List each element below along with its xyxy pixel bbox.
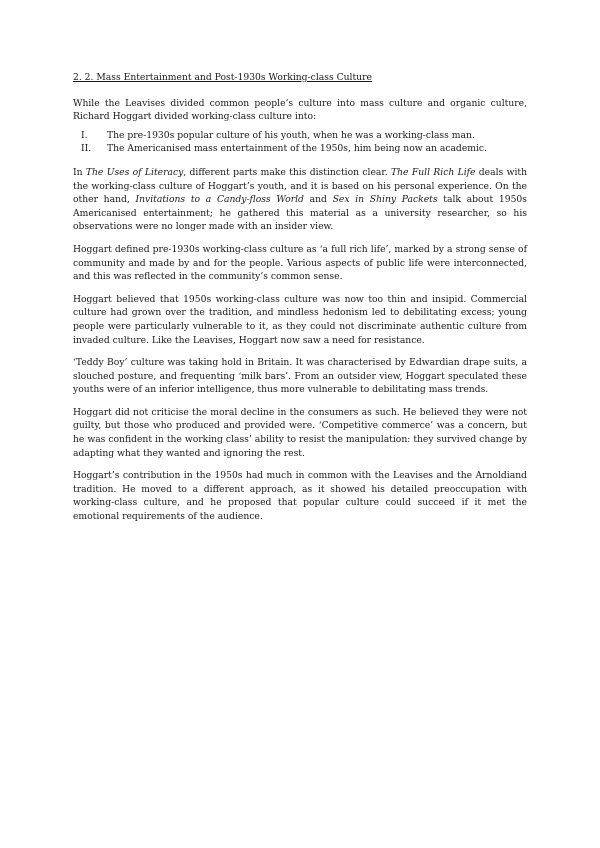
culture-division-list <box>73 129 527 156</box>
list-item-number: II. <box>81 143 92 155</box>
list-item <box>73 142 527 156</box>
chapter-title: Sex in Shiny Packets <box>332 194 438 206</box>
list-item-number: I. <box>81 129 88 141</box>
full-rich-life-paragraph: Hoggart defined pre-1930s working-class culture as ‘a full rich life’, marked by a strong sense of community and made by and for the people. Various aspects of public life were interconnected, and this was reflected in the community’s common sense. <box>73 243 527 283</box>
text-run: deals with the working-class culture of Hoggart’s youth, and it is based on his personal experience. On the other hand, <box>73 166 527 206</box>
chapter-title: Invitations to a Candy-floss World <box>135 194 304 206</box>
chapter-title: The Full Rich Life <box>391 166 476 178</box>
moral-decline-paragraph: Hoggart did not criticise the moral decline in the consumers as such. He believed they were not guilty, but those who produced and provided were. ‘Competitive commerce’ was a concern, but he was confident in the working class’ ability to resist the manipulation: they survived change by adapting what they wanted and ignoring the rest. <box>73 406 527 459</box>
text-run: , different parts make this distinction clear. <box>183 166 392 178</box>
list-item-text: The pre-1930s popular culture of his youth, when he was a working-class man. <box>107 129 475 141</box>
thin-culture-paragraph: Hoggart believed that 1950s working-class culture was now too thin and insipid. Commercial culture had grown over the tradition, and mindless hedonism led to debilitating excess; young people were particularly vulnerable to it, as they could not discriminate authentic culture from invaded culture. Like the Leavises, Hoggart now saw a need for resistance. <box>73 293 527 346</box>
intro-paragraph: While the Leavises divided common people’s culture into mass culture and organic culture, Richard Hoggart divided working-class culture into: <box>73 97 527 123</box>
section-heading: 2. 2. Mass Entertainment and Post-1930s Working-class Culture <box>73 72 372 83</box>
document-body <box>73 71 527 533</box>
uses-of-literacy-paragraph <box>73 166 527 234</box>
teddy-boy-paragraph: ‘Teddy Boy’ culture was taking hold in Britain. It was characterised by Edwardian drape suits, a slouched posture, and frequenting ‘milk bars’. From an outsider view, Hoggart speculated these youths were of an inferior intelligence, thus more vulnerable to debilitating mass trends. <box>73 357 527 396</box>
contribution-paragraph: Hoggart’s contribution in the 1950s had much in common with the Leavises and the Arnoldiand tradition. He moved to a different approach, as it showed his detailed preoccupation with working-class culture, and he proposed that popular culture could succeed if it met the emotional requirements of the audience. <box>73 470 527 523</box>
list-item <box>73 129 527 143</box>
text-run: and <box>303 194 333 206</box>
book-title: The Uses of Literacy <box>85 166 184 178</box>
text-run: In <box>73 166 86 178</box>
text-run: talk about 1950s Americanised entertainment; he gathered this material as a university researcher, so his observations were no longer made with an insider view. <box>73 194 527 233</box>
list-item-text: The Americanised mass entertainment of the 1950s, him being now an academic. <box>107 143 487 155</box>
